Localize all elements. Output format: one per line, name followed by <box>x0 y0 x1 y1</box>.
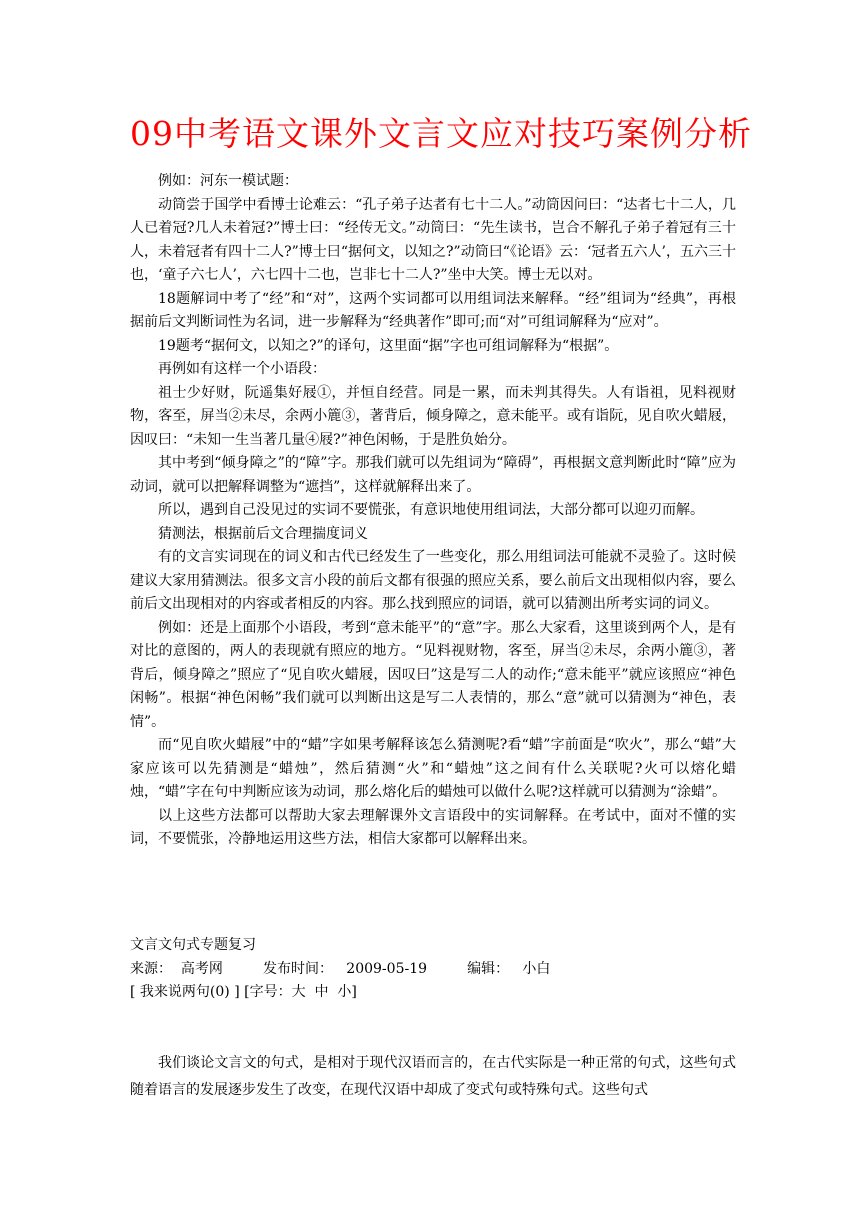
article-body <box>130 170 736 852</box>
paragraph: 所以，遇到自己没见过的实词不要慌张，有意识地使用组词法，大部分都可以迎刃而解。 <box>158 502 704 518</box>
source-line: 来源： 高考网 发布时间： 2009-05-19 编辑： 小白 <box>130 960 551 977</box>
tail-section <box>130 1050 736 1104</box>
paragraph: 再例如有这样一个小语段： <box>158 361 326 377</box>
paragraph: 有的文言实词现在的词义和古代已经发生了一些变化，那么用组词法可能就不灵验了。这时候建议大家用猜测法。很多文言小段的前后文都有很强的照应关系，要么前后文出现相似内容，要么前后文出现相对的内容或者相反的内容。那么找到照应的词语，就可以猜测出所考实词的词义。 <box>130 549 736 612</box>
paragraph: 18题解词中考了“经”和“对”，这两个实词都可以用组词法来解释。“经”组词为“经典”，再根据前后文判断词性为名词，进一步解释为“经典著作”即可;而“对”可组词解释为“应对”。 <box>130 290 736 330</box>
paragraph: 而“见自吹火蜡屐”中的“蜡”字如果考解释该怎么猜测呢?看“蜡”字前面是“吹火”，那么“蜡”大家应该可以先猜测是“蜡烛”，然后猜测“火”和“蜡烛”这之间有什么关联呢?火可以熔化蜡烛，“蜡”字在句中判断应该为动词，那么熔化后的蜡烛可以做什么呢?这样就可以猜测为“涂蜡”。 <box>130 737 736 800</box>
comment-and-font-size <box>130 981 736 1005</box>
font-size-switcher[interactable]: [字号：大 中 小] <box>244 984 357 1000</box>
paragraph: 祖士少好财，阮遥集好屐①，并恒自经营。同是一累，而未判其得失。人有诣祖，见料视财物，客至，屏当②未尽，余两小簏③，著背后，倾身障之，意未能平。或有诣阮，见自吹火蜡屐，因叹曰：“未知一生当著几量④屐?”神色闲畅，于是胜负始分。 <box>130 384 736 448</box>
paragraph: 例如：还是上面那个小语段，考到“意未能平”的“意”字。那么大家看，这里谈到两个人，是有对比的意图的，两人的表现就有照应的地方。“见料视财物，客至，屏当②未尽，余两小簏③，著背后，倾身障之”照应了“见自吹火蜡屐，因叹曰”这是写二人的动作;“意未能平”就应该照应“神色闲畅”。根据“神色闲畅”我们就可以判断出这是写二人表情的，那么“意”就可以猜测为“神色，表情”。 <box>130 619 736 730</box>
paragraph: 我们谈论文言文的句式，是相对于现代汉语而言的，在古代实际是一种正常的句式，这些句式随着语言的发展逐步发生了改变，在现代汉语中却成了变式句或特殊句式。这些句式 <box>130 1055 736 1098</box>
paragraph: 动筒尝于国学中看博士论难云：“孔子弟子达者有七十二人。”动筒因问曰：“达者七十二人，几人已着冠?几人未着冠?”博士曰：“经传无文。”动筒曰：“先生读书，岂合不解孔子弟子着冠有三十人，未着冠者有四十二人?”博士曰“据何文，以知之?”动筒曰“《论语》云：‘冠者五六人’，五六三十也，‘童子六七人’，六七四十二也，岂非七十二人?”坐中大笑。博士无以对。 <box>130 196 736 283</box>
section-title: 文言文句式专题复习 <box>130 937 256 953</box>
paragraph: 19题考“据何文，以知之?”的译句，这里面“据”字也可组词解释为“根据”。 <box>158 337 619 354</box>
paragraph: 其中考到“倾身障之”的“障”字。那我们就可以先组词为“障碍”，再根据文意判断此时“障”应为动词，就可以把解释调整为“遮挡”，这样就解释出来了。 <box>130 455 736 495</box>
page-title: 09中考语文课外文言文应对技巧案例分析 <box>130 114 752 153</box>
article-meta <box>130 934 736 1005</box>
paragraph: 猜测法，根据前后文合理揣度词义 <box>158 525 368 542</box>
paragraph: 以上这些方法都可以帮助大家去理解课外文言语段中的实词解释。在考试中，面对不懂的实词，不要慌张，冷静地运用这些方法，相信大家都可以解释出来。 <box>130 807 736 847</box>
comment-link[interactable]: [ 我来说两句(0) ] <box>130 984 240 1000</box>
paragraph: 例如：河东一模试题： <box>158 173 298 189</box>
